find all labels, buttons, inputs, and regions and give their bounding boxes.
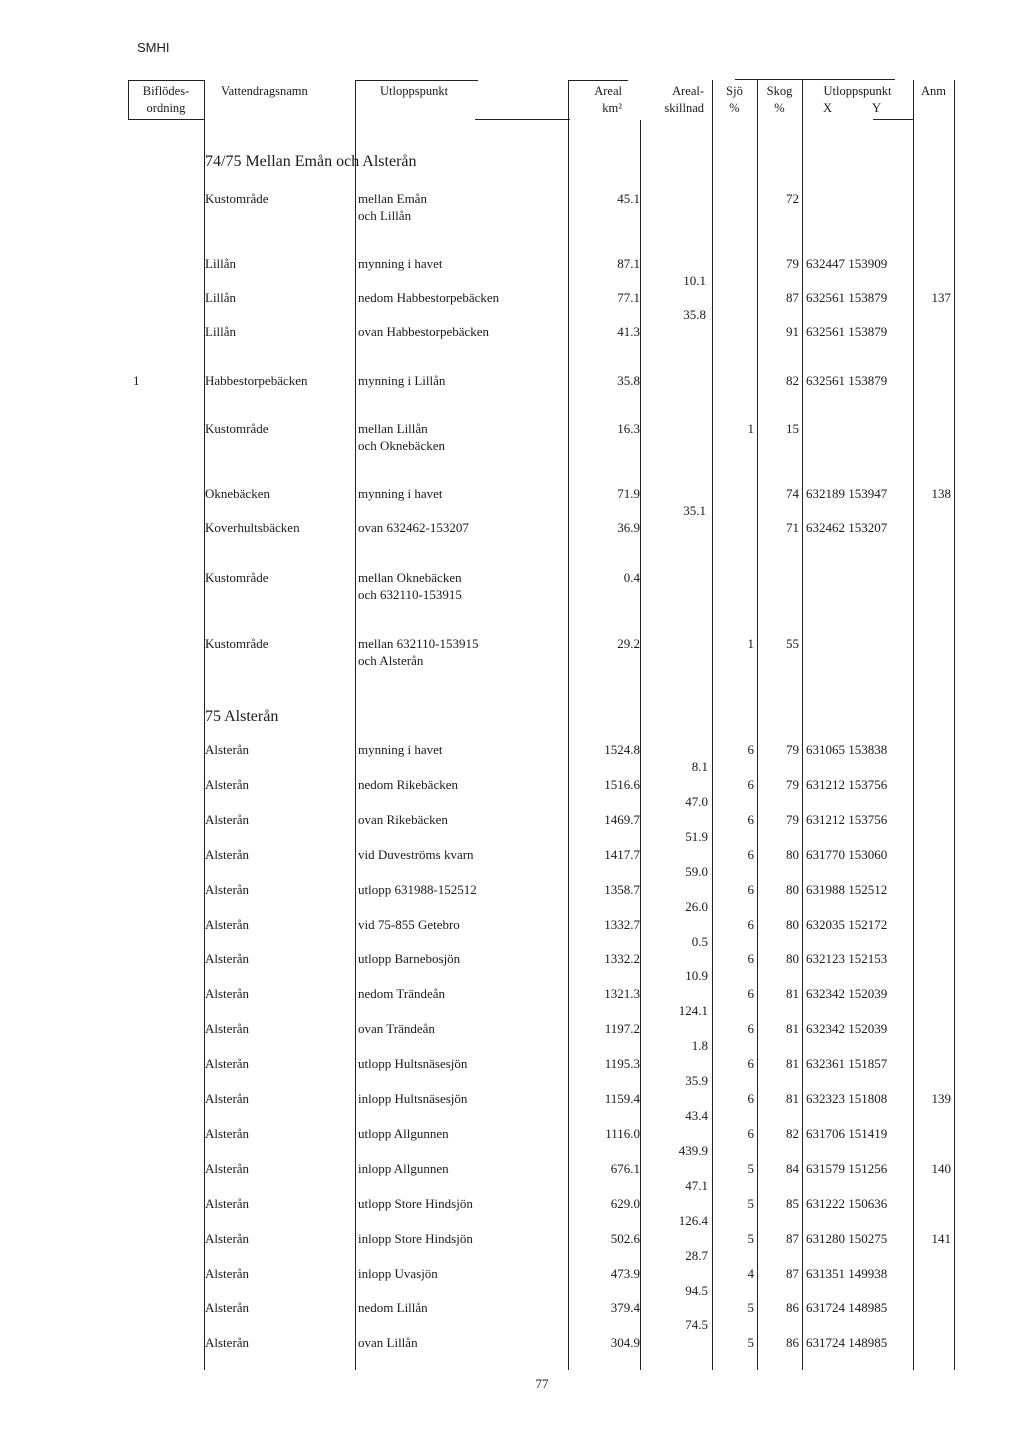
outlet-point: och Lillån: [358, 208, 412, 223]
area-value: 1417.7: [604, 847, 640, 862]
note-ref: 139: [931, 1091, 951, 1106]
col-header-biflod: ordning: [146, 101, 186, 115]
coordinate: 632342 152039: [806, 986, 888, 1001]
lake-value: 5: [747, 1161, 754, 1176]
outlet-point: mynning i havet: [358, 256, 443, 271]
col-header-biflod: Biflödes-: [142, 84, 190, 98]
forest-value: 79: [786, 812, 799, 827]
river-name: Alsterån: [205, 986, 250, 1001]
note-ref: 137: [931, 290, 951, 305]
area-value: 1116.0: [605, 1126, 640, 1141]
area-value: 1516.6: [604, 777, 640, 792]
col-header-diff: skillnad: [664, 101, 704, 115]
river-name: Alsterån: [205, 882, 250, 897]
forest-value: 85: [786, 1196, 799, 1211]
lake-value: 6: [747, 742, 754, 757]
forest-value: 71: [786, 520, 799, 535]
column-rule: [757, 80, 758, 1370]
area-value: 71.9: [617, 486, 640, 501]
river-name: Alsterån: [205, 1231, 250, 1246]
forest-value: 79: [786, 742, 799, 757]
page-number: 77: [535, 1376, 549, 1391]
header-top-rule: [735, 79, 895, 80]
river-name: Koverhultsbäcken: [205, 520, 300, 535]
river-name: Alsterån: [205, 1300, 250, 1315]
outlet-point: ovan Habbestorpebäcken: [358, 324, 490, 339]
area-value: 29.2: [617, 636, 640, 651]
river-name: Alsterån: [205, 951, 250, 966]
area-value: 502.6: [610, 1231, 640, 1246]
org-label: SMHI: [137, 40, 170, 55]
outlet-point: utlopp Barnebosjön: [358, 951, 461, 966]
col-header-lake: %: [729, 101, 740, 115]
area-value: 45.1: [617, 191, 640, 206]
coordinate: 632561 153879: [806, 324, 888, 339]
forest-value: 80: [786, 847, 799, 862]
col-header-diff: Areal-: [672, 84, 704, 98]
river-name: Alsterån: [205, 1266, 250, 1281]
outlet-point: nedom Rikebäcken: [358, 777, 458, 792]
header-bottom-rule: [873, 119, 913, 120]
area-value: 16.3: [617, 421, 640, 436]
area-value: 1195.3: [604, 1056, 640, 1071]
forest-value: 80: [786, 951, 799, 966]
area-diff: 0.5: [691, 934, 708, 949]
outlet-point: utlopp Allgunnen: [358, 1126, 449, 1141]
area-value: 379.4: [610, 1300, 640, 1315]
area-value: 36.9: [617, 520, 640, 535]
outlet-point: och Alsterån: [358, 653, 424, 668]
col-header-area: km²: [602, 101, 622, 115]
lake-value: 6: [747, 917, 754, 932]
header-bottom-rule: [128, 119, 204, 120]
area-diff: 10.9: [685, 968, 708, 983]
lake-value: 6: [747, 986, 754, 1001]
forest-value: 79: [786, 256, 799, 271]
area-diff: 10.1: [683, 273, 706, 288]
coordinate: 631212 153756: [806, 812, 888, 827]
coordinate: 631065 153838: [806, 742, 888, 757]
col-header-note: Anm: [921, 84, 946, 98]
area-diff: 124.1: [678, 1003, 708, 1018]
forest-value: 72: [786, 191, 799, 206]
coordinate: 631579 151256: [806, 1161, 888, 1176]
area-value: 35.8: [617, 373, 640, 388]
lake-value: 6: [747, 951, 754, 966]
area-value: 77.1: [617, 290, 640, 305]
coordinate: 632342 152039: [806, 1021, 888, 1036]
col-header-coord-x: X: [823, 101, 833, 115]
forest-value: 86: [786, 1300, 799, 1315]
area-value: 1524.8: [604, 742, 640, 757]
river-name: Kustområde: [205, 570, 269, 585]
coordinate: 632561 153879: [806, 373, 888, 388]
area-value: 1321.3: [604, 986, 640, 1001]
lake-value: 1: [747, 421, 754, 436]
river-name: Kustområde: [205, 191, 269, 206]
area-value: 304.9: [610, 1335, 640, 1350]
forest-value: 82: [786, 1126, 799, 1141]
area-value: 1358.7: [604, 882, 640, 897]
outlet-point: nedom Habbestorpebäcken: [358, 290, 500, 305]
lake-value: 6: [747, 1126, 754, 1141]
outlet-point: inlopp Allgunnen: [358, 1161, 449, 1176]
river-name: Oknebäcken: [205, 486, 270, 501]
outlet-point: ovan Trändeån: [358, 1021, 435, 1036]
outlet-point: och Oknebäcken: [358, 438, 445, 453]
forest-value: 81: [786, 1021, 799, 1036]
outlet-point: mynning i havet: [358, 486, 443, 501]
area-diff: 8.1: [691, 759, 708, 774]
coordinate: 631351 149938: [806, 1266, 888, 1281]
area-value: 0.4: [623, 570, 640, 585]
river-name: Habbestorpebäcken: [205, 373, 308, 388]
lake-value: 6: [747, 1091, 754, 1106]
river-name: Alsterån: [205, 742, 250, 757]
river-name: Alsterån: [205, 1056, 250, 1071]
area-diff: 26.0: [685, 899, 708, 914]
river-name: Alsterån: [205, 1126, 250, 1141]
forest-value: 81: [786, 1056, 799, 1071]
column-rule: [913, 80, 914, 1370]
area-diff: 439.9: [678, 1143, 708, 1158]
area-diff: 94.5: [685, 1283, 708, 1298]
column-rule: [954, 80, 955, 1370]
river-name: Lillån: [205, 290, 237, 305]
area-value: 473.9: [610, 1266, 640, 1281]
tributary-order: 1: [133, 373, 140, 388]
coordinate: 631212 153756: [806, 777, 888, 792]
lake-value: 6: [747, 882, 754, 897]
header-top-rule: [128, 80, 204, 81]
outlet-point: utlopp Hultsnäsesjön: [358, 1056, 468, 1071]
river-name: Kustområde: [205, 421, 269, 436]
column-rule: [712, 80, 713, 1370]
outlet-point: inlopp Uvasjön: [358, 1266, 438, 1281]
forest-value: 87: [786, 290, 799, 305]
coordinate: 632035 152172: [806, 917, 888, 932]
column-rule: [802, 80, 803, 1370]
column-rule: [355, 80, 356, 1370]
coordinate: 632561 153879: [806, 290, 888, 305]
area-diff: 35.9: [685, 1073, 708, 1088]
forest-value: 86: [786, 1335, 799, 1350]
col-header-coord-y: Y: [872, 101, 882, 115]
area-value: 1159.4: [604, 1091, 640, 1106]
coordinate: 632123 152153: [806, 951, 888, 966]
lake-value: 6: [747, 1056, 754, 1071]
col-header-forest: Skog: [766, 84, 793, 98]
forest-value: 79: [786, 777, 799, 792]
coordinate: 632447 153909: [806, 256, 888, 271]
area-diff: 47.1: [685, 1178, 708, 1193]
area-diff: 51.9: [685, 829, 708, 844]
area-value: 676.1: [610, 1161, 640, 1176]
river-name: Alsterån: [205, 1021, 250, 1036]
forest-value: 81: [786, 986, 799, 1001]
river-name: Alsterån: [205, 847, 250, 862]
outlet-point: vid 75-855 Getebro: [358, 917, 460, 932]
lake-value: 5: [747, 1196, 754, 1211]
note-ref: 141: [931, 1231, 951, 1246]
outlet-point: mellan Emån: [358, 191, 427, 206]
coordinate: 632361 151857: [806, 1056, 888, 1071]
outlet-point: och 632110-153915: [358, 587, 462, 602]
area-diff: 59.0: [685, 864, 708, 879]
outlet-point: nedom Lillån: [358, 1300, 428, 1315]
col-header-forest: %: [774, 101, 785, 115]
coordinate: 631222 150636: [806, 1196, 888, 1211]
outlet-point: utlopp Store Hindsjön: [358, 1196, 473, 1211]
forest-value: 80: [786, 882, 799, 897]
area-value: 1332.2: [604, 951, 640, 966]
river-name: Alsterån: [205, 812, 250, 827]
col-header-name: Vattendragsnamn: [221, 84, 308, 98]
lake-value: 6: [747, 812, 754, 827]
note-ref: 140: [931, 1161, 951, 1176]
note-ref: 138: [931, 486, 951, 501]
forest-value: 82: [786, 373, 799, 388]
area-diff: 35.1: [683, 503, 706, 518]
coordinate: 631280 150275: [806, 1231, 888, 1246]
river-name: Kustområde: [205, 636, 269, 651]
section-title: 75 Alsterån: [205, 708, 279, 725]
outlet-point: mellan Lillån: [358, 421, 428, 436]
coordinate: 632323 151808: [806, 1091, 888, 1106]
lake-value: 5: [747, 1231, 754, 1246]
area-value: 1469.7: [604, 812, 640, 827]
lake-value: 6: [747, 777, 754, 792]
header-top-rule: [568, 80, 628, 81]
col-header-outlet: Utloppspunkt: [380, 84, 449, 98]
river-name: Lillån: [205, 324, 237, 339]
river-name: Alsterån: [205, 1196, 250, 1211]
coordinate: 631724 148985: [806, 1300, 888, 1315]
lake-value: 6: [747, 1021, 754, 1036]
outlet-point: utlopp 631988-152512: [358, 882, 477, 897]
forest-value: 74: [786, 486, 799, 501]
area-diff: 35.8: [683, 307, 706, 322]
lake-value: 5: [747, 1300, 754, 1315]
forest-value: 80: [786, 917, 799, 932]
col-header-lake: Sjö: [726, 84, 743, 98]
area-value: 1332.7: [604, 917, 640, 932]
coordinate: 631988 152512: [806, 882, 888, 897]
outlet-point: ovan Lillån: [358, 1335, 418, 1350]
outlet-point: vid Duveströms kvarn: [358, 847, 474, 862]
area-diff: 43.4: [685, 1108, 708, 1123]
header-top-rule: [355, 80, 478, 81]
river-name: Lillån: [205, 256, 237, 271]
river-name: Alsterån: [205, 917, 250, 932]
river-name: Alsterån: [205, 777, 250, 792]
forest-value: 55: [786, 636, 799, 651]
forest-value: 84: [786, 1161, 799, 1176]
lake-value: 5: [747, 1335, 754, 1350]
river-name: Alsterån: [205, 1335, 250, 1350]
area-value: 629.0: [610, 1196, 640, 1211]
forest-value: 91: [786, 324, 799, 339]
forest-value: 15: [786, 421, 799, 436]
forest-value: 87: [786, 1266, 799, 1281]
area-diff: 126.4: [678, 1213, 708, 1228]
coordinate: 631770 153060: [806, 847, 888, 862]
outlet-point: inlopp Hultsnäsesjön: [358, 1091, 468, 1106]
area-diff: 28.7: [685, 1248, 708, 1263]
outlet-point: mellan 632110-153915: [358, 636, 479, 651]
outlet-point: mellan Oknebäcken: [358, 570, 462, 585]
lake-value: 6: [747, 847, 754, 862]
coordinate: 632462 153207: [806, 520, 888, 535]
area-diff: 1.8: [691, 1038, 708, 1053]
col-header-coord: Utloppspunkt: [823, 84, 892, 98]
forest-value: 81: [786, 1091, 799, 1106]
outlet-point: ovan Rikebäcken: [358, 812, 448, 827]
river-name: Alsterån: [205, 1091, 250, 1106]
area-diff: 74.5: [685, 1317, 708, 1332]
column-rule: [568, 80, 569, 1370]
outlet-point: ovan 632462-153207: [358, 520, 469, 535]
area-value: 41.3: [617, 324, 640, 339]
forest-value: 87: [786, 1231, 799, 1246]
coordinate: 631724 148985: [806, 1335, 888, 1350]
coordinate: 631706 151419: [806, 1126, 888, 1141]
outlet-point: inlopp Store Hindsjön: [358, 1231, 473, 1246]
area-value: 87.1: [617, 256, 640, 271]
coordinate: 632189 153947: [806, 486, 888, 501]
col-header-area: Areal: [594, 84, 622, 98]
outlet-point: nedom Trändeån: [358, 986, 446, 1001]
area-diff: 47.0: [685, 794, 708, 809]
header-bottom-rule: [475, 119, 570, 120]
outlet-point: mynning i Lillån: [358, 373, 446, 388]
outlet-point: mynning i havet: [358, 742, 443, 757]
area-value: 1197.2: [604, 1021, 640, 1036]
lake-value: 1: [747, 636, 754, 651]
river-name: Alsterån: [205, 1161, 250, 1176]
lake-value: 4: [747, 1266, 754, 1281]
section-title: 74/75 Mellan Emån och Alsterån: [205, 153, 417, 170]
